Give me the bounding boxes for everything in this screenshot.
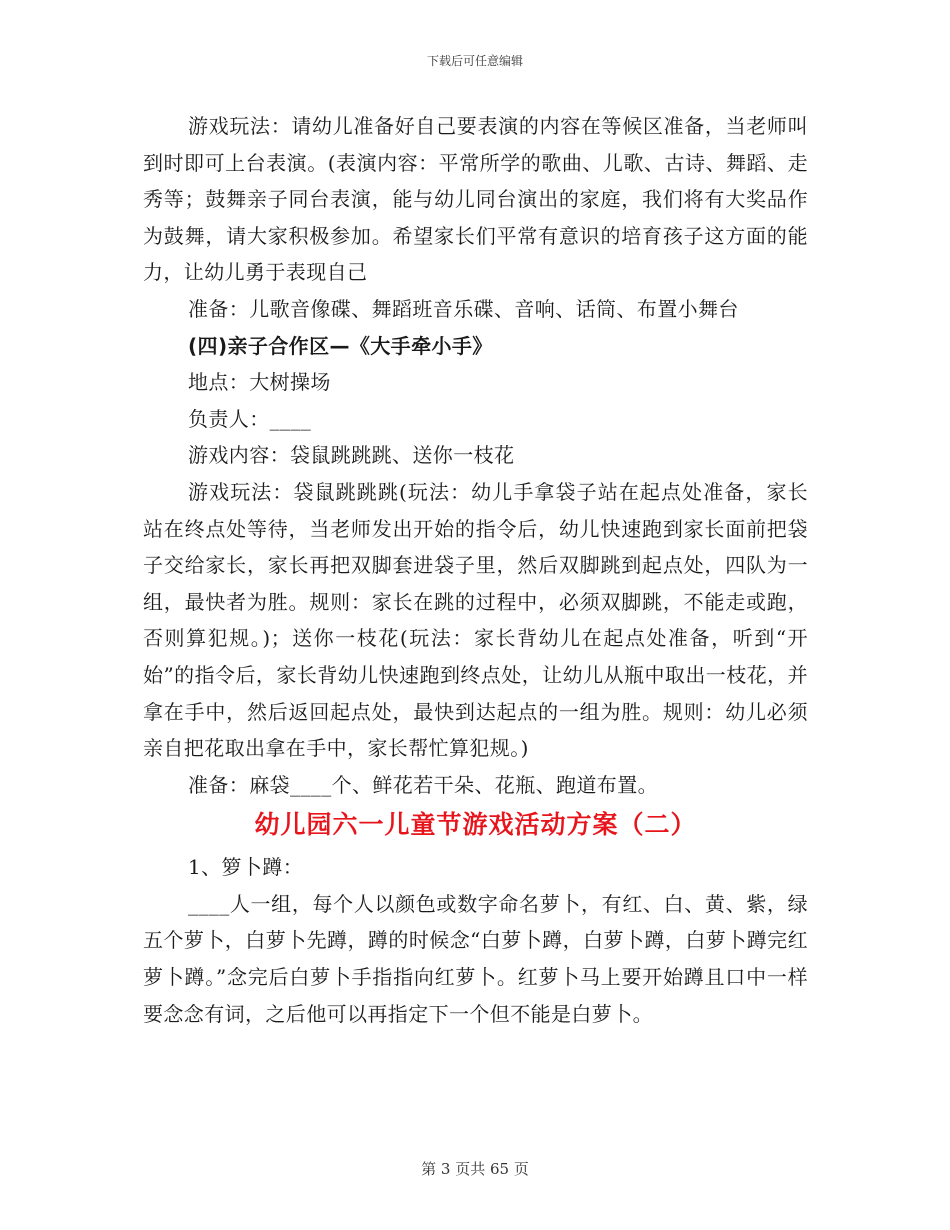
document-body <box>143 108 808 1032</box>
item-description: ____人一组，每个人以颜色或数字命名萝卜，有红、白、黄、紫，绿五个萝卜，白萝卜先蹲，蹲的时候念“白萝卜蹲，白萝卜蹲，白萝卜蹲完红萝卜蹲。”念完后白萝卜手指指向红萝卜。红萝卜马上要开始蹲且口中一样要念念有词，之后他可以再指定下一个但不能是白萝卜。 <box>143 891 808 1026</box>
performance-rules-paragraph: 游戏玩法：请幼儿准备好自己要表演的内容在等候区准备，当老师叫到时即可上台表演。(表演内容：平常所学的歌曲、儿歌、古诗、舞蹈、走秀等；鼓舞亲子同台表演，能与幼儿同台演出的家庭，我们将有大奖品作为鼓舞，请大家积极参加。希望家长们平常有意识的培育孩子这方面的能力，让幼儿勇于表现自己 <box>143 114 808 285</box>
document-title: 幼儿园六一儿童节游戏活动方案（二） <box>254 810 697 840</box>
page-footer: 第 3 页共 65 页 <box>421 1160 529 1178</box>
game-rules-paragraph: 游戏玩法：袋鼠跳跳跳(玩法：幼儿手拿袋子站在起点处准备，家长站在终点处等待，当老师发出开始的指令后，幼儿快速跑到家长面前把袋子交给家长，家长再把双脚套进袋子里，然后双脚跳到起点处，四队为一组，最快者为胜。规则：家长在跳的过程中，必须双脚跳，不能走或跑，否则算犯规。)；送你一枝花(玩法：家长背幼儿在起点处准备，听到“开始”的指令后，家长背幼儿快速跑到终点处，让幼儿从瓶中取出一枝花，并拿在手中，然后返回起点处，最快到达起点的一组为胜。规则：幼儿必须亲自把花取出拿在手中，家长帮忙算犯规。) <box>143 479 808 761</box>
section-heading: (四)亲子合作区—《大手牵小手》 <box>188 333 493 358</box>
location-line: 地点：大树操场 <box>188 370 331 395</box>
game-prep-paragraph: 准备：麻袋____个、鲜花若干朵、花瓶、跑道布置。 <box>188 772 658 797</box>
performance-prep-paragraph: 准备：儿歌音像碟、舞蹈班音乐碟、音响、话筒、布置小舞台 <box>188 296 739 321</box>
game-content-line: 游戏内容：袋鼠跳跳跳、送你一枝花 <box>188 443 515 468</box>
owner-line: 负责人：____ <box>188 406 312 431</box>
page-header: 下载后可任意编辑 <box>426 54 523 68</box>
item-heading: 1、箩卜蹲： <box>188 855 304 880</box>
